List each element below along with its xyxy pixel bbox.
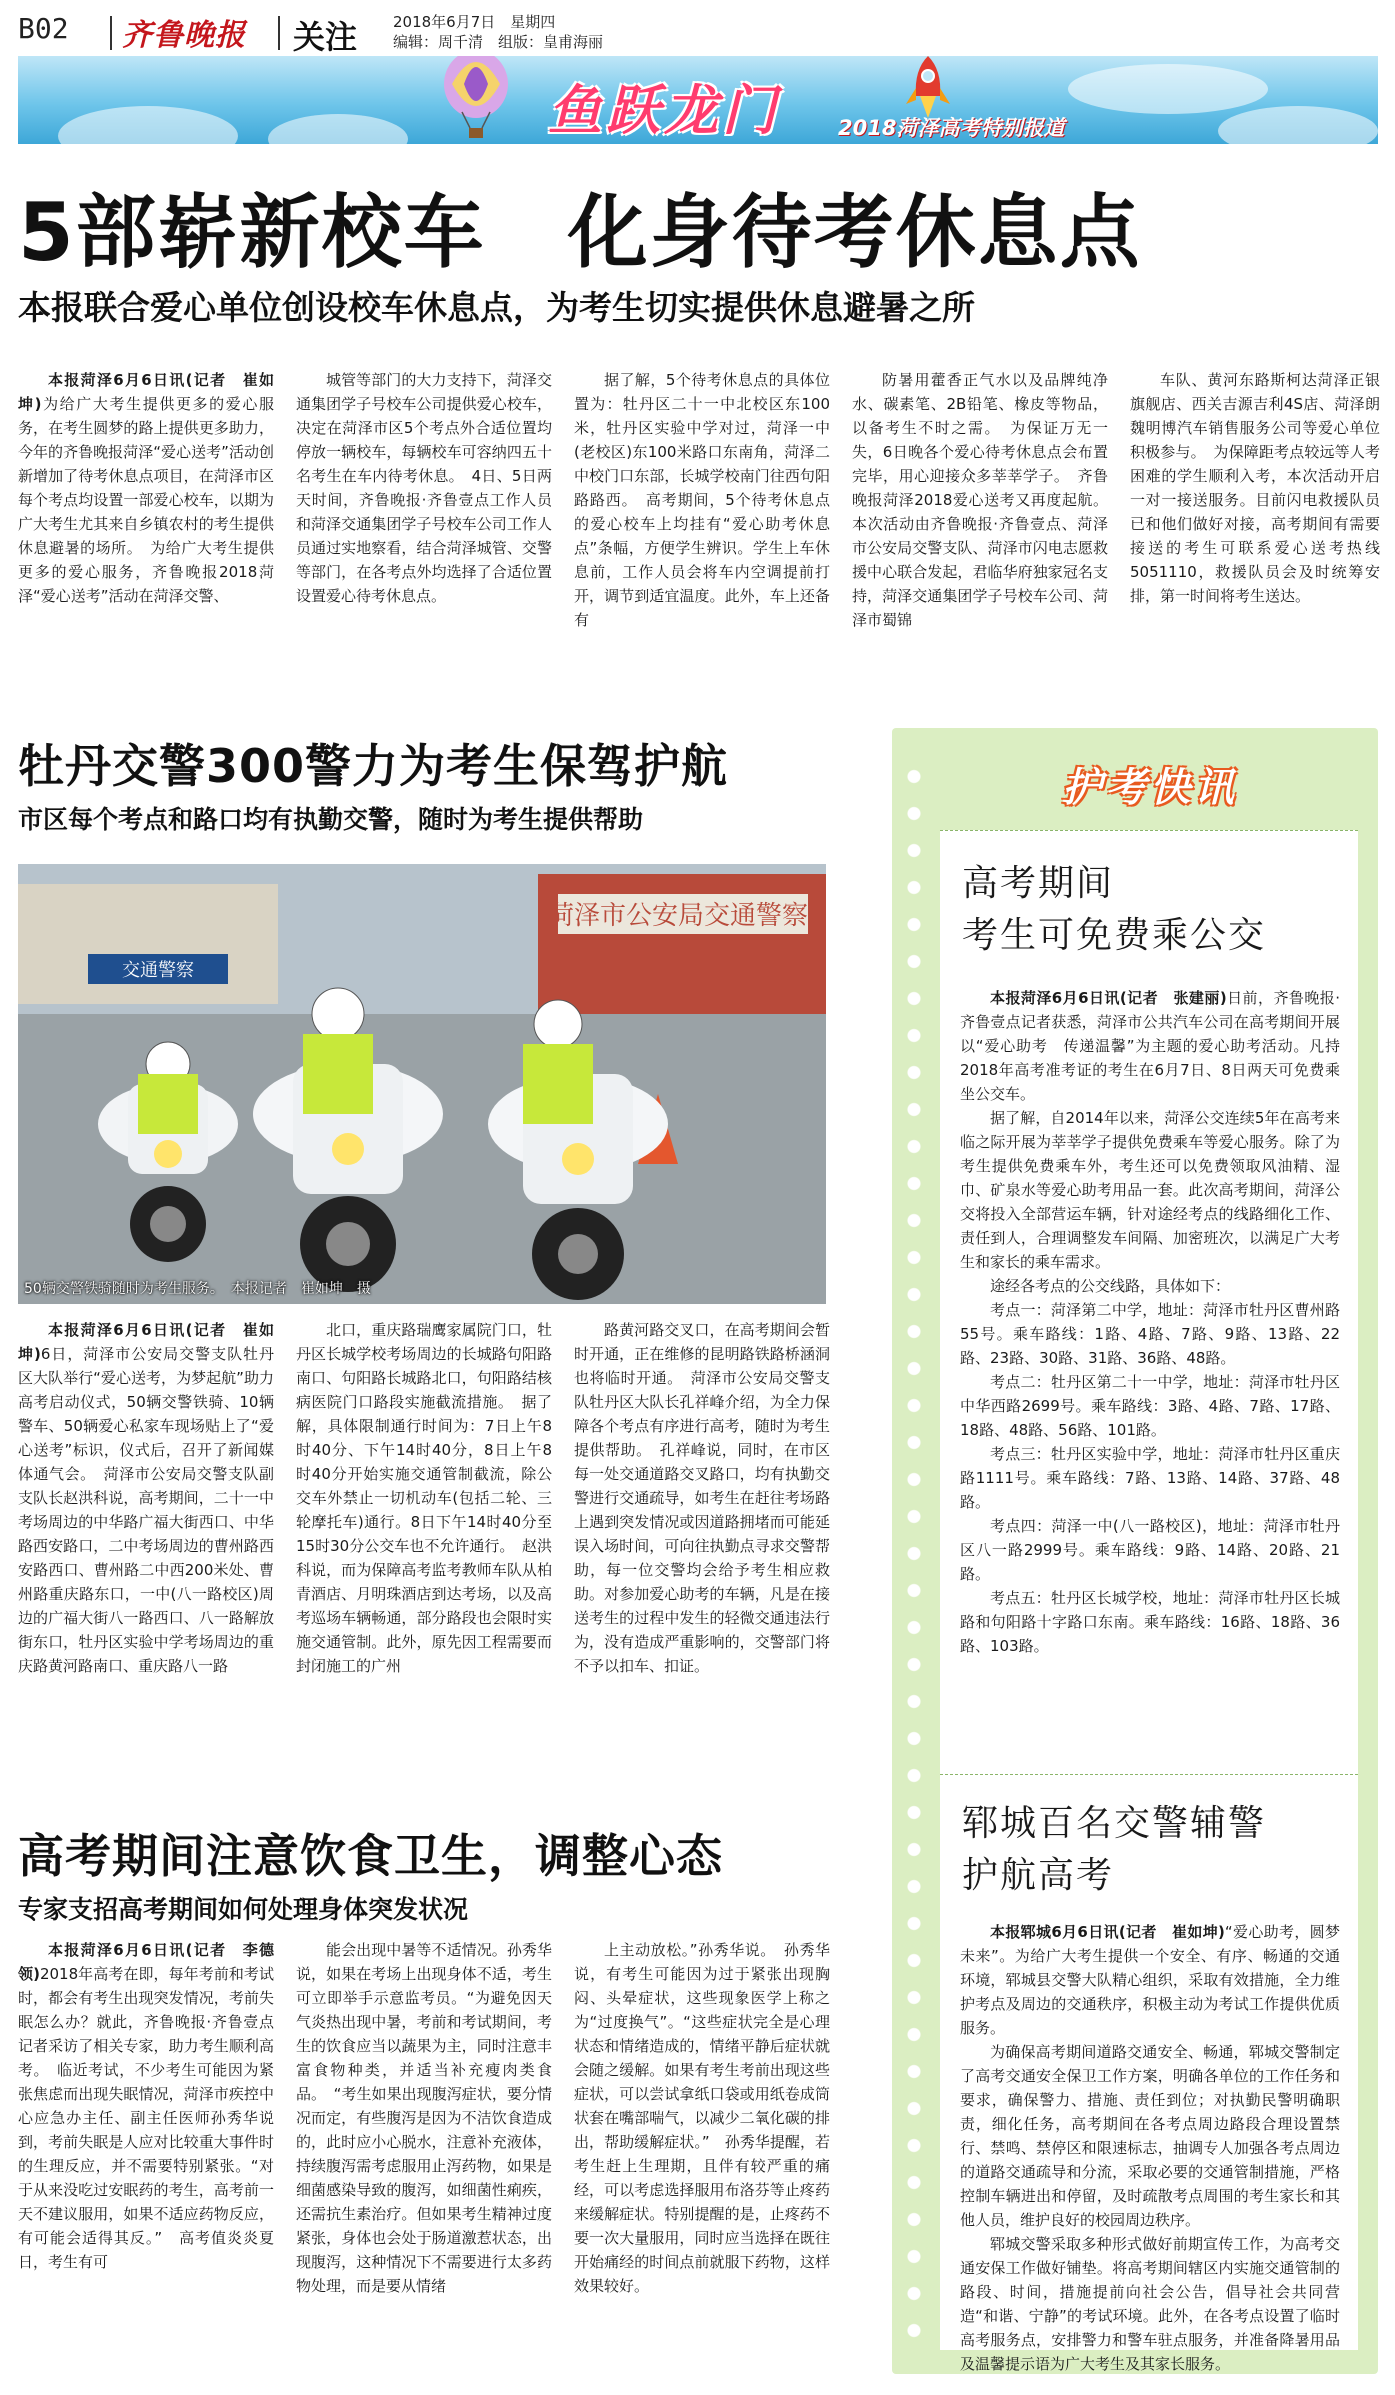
cloud-decoration	[58, 106, 238, 144]
brief2-title-line1: 郓城百名交警辅警	[962, 1803, 1267, 1844]
article1-column	[574, 368, 830, 690]
brief1-body	[960, 986, 1340, 1658]
article1-column	[1130, 368, 1380, 690]
sidebar-header-title: 护考快讯	[1062, 765, 1238, 811]
article1-headline: 5部崭新校车 化身待考休息点	[18, 186, 1142, 279]
photo-caption: 50辆交警铁骑随时为考生服务。 本报记者 崔如坤 摄	[24, 1281, 371, 1297]
article2-body	[18, 1318, 830, 1758]
issue-date: 2018年6月7日 星期四	[393, 13, 556, 31]
article2-column	[574, 1318, 830, 1758]
article2-text: 6日，菏泽市公安局交警支队牡丹区大队举行“爱心送考，为梦起航”助力高考启动仪式，50辆交警铁骑、10辆警车、50辆爱心私家车现场贴上了“爱心送考”标识，仪式后，召开了新闻媒体通气会。 菏泽市公安局交警支队副支队长赵洪科说，高考期间，二十一中考场周边的中华路广福大街西口、中华路西安路口，二中考场周边的曹州路西安路西口、曹州路二中西200米处、曹州路重庆路东口，一中(八一路校区)周边的广福大街八一路西口、八一路解放街东口，牡丹区实验中学考场周边的重庆路黄河路南口、重庆路八一路	[18, 1345, 274, 1675]
brief1-text: 考点五：牡丹区长城学校，地址：菏泽市牡丹区长城路和句阳路十字路口东南。乘车路线：16路、18路、36路、103路。	[960, 1589, 1340, 1655]
brief2-title-line2: 护航高考	[962, 1855, 1115, 1896]
divider	[940, 830, 1358, 831]
brief1-text: 考点四：菏泽一中(八一路校区)，地址：菏泽市牡丹区八一路2999号。乘车路线：9路、14路、20路、21路。	[960, 1517, 1340, 1583]
brief2-text: 郓城交警采取多种形式做好前期宣传工作，为高考交通安保工作做好铺垫。将高考期间辖区内实施交通管制的路段、时间，措施提前向社会公告，倡导社会共同营造“和谐、宁静”的考试环境。此外，在各考点设置了临时高考服务点，安排警力和警车驻点服务，并准备降暑用品及温馨提示语为广大考生及其家长服务。	[960, 2235, 1340, 2373]
article1-subheadline: 本报联合爱心单位创设校车休息点，为考生切实提供休息避暑之所	[18, 288, 975, 327]
sidebar-header	[970, 752, 1330, 810]
article3-column	[574, 1938, 830, 2378]
masthead	[18, 10, 1378, 54]
brief1-text: 日前，齐鲁晚报·齐鲁壹点记者获悉，菏泽市公共汽车公司在高考期间开展以“爱心助考 传递温馨”为主题的爱心助考活动。凡持2018年高考准考证的考生在6月7日、8日两天可免费乘坐公交车。	[960, 989, 1340, 1103]
banner-subtitle: 2018菏泽高考特别报道	[838, 116, 1065, 140]
article1-text: 为给广大考生提供更多的爱心服务，在考生圆梦的路上提供更多助力，今年的齐鲁晚报菏泽“爱心送考”活动创新增加了待考休息点项目，在菏泽市区每个考点均设置一部爱心校车，以期为广大考生尤其来自乡镇农村的考生提供休息避暑的场所。 为给广大考生提供更多的爱心服务，齐鲁晚报2018菏泽“爱心送考”活动在菏泽交警、	[18, 395, 274, 605]
brief1-text: 据了解，自2014年以来，菏泽公交连续5年在高考来临之际开展为莘莘学子提供免费乘车等爱心服务。除了为考生提供免费乘车外，考生还可以免费领取风油精、湿巾、矿泉水等爱心助考用品一套。此次高考期间，菏泽公交将投入全部营运车辆，针对途经考点的线路细化工作、责任到人，合理调整发车间隔、加密班次，以满足广大考生和家长的乘车需求。	[960, 1109, 1340, 1271]
brief2-dateline: 本报郓城6月6日讯(记者 崔如坤)	[990, 1923, 1225, 1941]
news-brief-sidebar	[892, 728, 1378, 2374]
cloud-decoration	[1218, 106, 1378, 144]
brief1-text: 考点一：菏泽第二中学，地址：菏泽市牡丹区曹州路55号。乘车路线：1路、4路、7路、9路、13路、22路、23路、30路、31路、36路、48路。	[960, 1301, 1340, 1367]
section-title: 关注	[293, 18, 358, 56]
cloud-decoration	[268, 114, 408, 144]
article3-text: 能会出现中暑等不适情况。孙秀华说，如果在考场上出现身体不适，考生可立即举手示意监考员。“为避免因天气炎热出现中暑，考前和考试期间，考生的饮食应当以蔬果为主，同时注意丰富食物种类，并适当补充瘦肉类食品。 “考生如果出现腹泻症状，要分情况而定，有些腹泻是因为不洁饮食造成的，此时应小心脱水，注意补充液体，持续腹泻需考虑服用止泻药物，如果是细菌感染导致的腹泻，如细菌性痢疾，还需抗生素治疗。但如果考生精神过度紧张，身体也会处于肠道激惹状态，出现腹泻，这种情况下不需要进行太多药物处理，而是要从情绪	[296, 1941, 552, 2295]
page-number: B02	[18, 12, 69, 45]
article2-column	[18, 1318, 274, 1758]
brief1-title-line2: 考生可免费乘公交	[962, 915, 1267, 956]
brief2-text: 为确保高考期间道路交通安全、畅通，郓城交警制定了高考交通安全保卫工作方案，明确各单位的工作任务和要求，确保警力、措施、责任到位；对执勤民警明确职责，细化任务，高考期间在各考点周边路段合理设置禁行、禁鸣、禁停区和限速标志，抽调专人加强各考点周边的道路交通疏导和分流，采取必要的交通管制措施，严格控制车辆进出和停留，及时疏散考点周围的考生家长和其他人员，维护良好的校园周边秩序。	[960, 2043, 1340, 2229]
brief2-text: “爱心助考，圆梦未来”。为给广大考生提供一个安全、有序、畅通的交通环境，郓城县交警大队精心组织，采取有效措施，全力维护考点及周边的交通秩序，积极主动为考试工作提供优质服务。	[960, 1923, 1340, 2037]
article1-column	[852, 368, 1108, 690]
article3-text: 上主动放松。”孙秀华说。 孙秀华说，有考生可能因为过于紧张出现胸闷、头晕症状，这些现象医学上称之为“过度换气”。“这些症状完全是心理状态和情绪造成的，情绪平静后症状就会随之缓解。如果有考生考前出现这些症状，可以尝试拿纸口袋或用纸卷成筒状套在嘴部喘气，以减少二氧化碳的排出，帮助缓解症状。” 孙秀华提醒，若考生赶上生理期，且伴有较严重的痛经，可以考虑选择服用布洛芬等止疼药来缓解症状。特别提醒的是，止疼药不要一次大量服用，同时应当选择在既往开始痛经的时间点前就服下药物，这样效果较好。	[574, 1941, 830, 2295]
brief2-body	[960, 1920, 1340, 2376]
article3-subheadline: 专家支招高考期间如何处理身体突发状况	[18, 1895, 469, 1924]
article1-dateline: 本报菏泽6月6日讯(记者 崔如坤)	[18, 371, 274, 413]
article1-column	[18, 368, 274, 690]
article3-column	[18, 1938, 274, 2378]
article3-text: 2018年高考在即，每年考前和考试时，都会有考生出现突发情况，考前失眠怎么办？就此，齐鲁晚报·齐鲁壹点记者采访了相关专家，助力考生顺利高考。 临近考试，不少考生可能因为紧张焦虑而出现失眠情况，菏泽市疾控中心应急办主任、副主任医师孙秀华说到，考前失眠是人应对比较重大事件时的生理反应，并不需要特别紧张。“对于从来没吃过安眠药的考生，高考前一天不建议服用，如果不适应药物反应，有可能会适得其反。” 高考值炎炎夏日，考生有可	[18, 1965, 274, 2271]
hot-air-balloon-icon	[438, 56, 514, 142]
editor-credits: 编辑：周千清 组版：皇甫海丽	[393, 33, 604, 51]
newspaper-logo: 齐鲁晚报	[122, 18, 246, 53]
special-report-banner	[18, 56, 1378, 144]
article1-text: 据了解，5个待考休息点的具体位置为：牡丹区二十一中北校区东100米，牡丹区实验中学对过，菏泽一中(老校区)东100米路口东南角，菏泽二中校门口东部，长城学校南门往西句阳路路西。 高考期间，5个待考休息点的爱心校车上均挂有“爱心助考休息点”条幅，方便学生辨识。学生上车休息前，工作人员会将车内空调提前打开，调节到适宜温度。此外，车上还备有	[574, 371, 830, 629]
brief1-text: 途经各考点的公交线路，具体如下：	[990, 1277, 1231, 1295]
article2-subheadline: 市区每个考点和路口均有执勤交警，随时为考生提供帮助	[18, 805, 644, 834]
brief1-title-line1: 高考期间	[962, 863, 1115, 904]
article1-body	[18, 368, 1380, 690]
article2-text: 北口，重庆路瑞鹰家属院门口，牡丹区长城学校考场周边的长城路句阳路南口、句阳路长城路北口，句阳路结核病医院门口路段实施截流措施。 据了解，具体限制通行时间为：7日上午8时40分、下午14时40分，8日上午8时40分开始实施交通管制截流，除公交车外禁止一切机动车(包括二轮、三轮摩托车)通行。8日下午14时40分至15时30分公交车也不允许通行。 赵洪科说，而为保障高考监考教师车队从柏青酒店、月明珠酒店到达考场，以及高考巡场车辆畅通，部分路段也会限时实施交通管制。此外，原先因工程需要而封闭施工的广州	[296, 1321, 552, 1675]
article3-body	[18, 1938, 830, 2378]
sidebar-content	[940, 830, 1358, 2373]
masthead-divider	[278, 16, 280, 50]
cloud-decoration	[1068, 64, 1268, 114]
article2-column	[296, 1318, 552, 1758]
article2-dateline: 本报菏泽6月6日讯(记者 崔如坤)	[18, 1321, 274, 1363]
brief1-text: 考点三：牡丹区实验中学，地址：菏泽市牡丹区重庆路1111号。乘车路线：7路、13路、14路、37路、48路。	[960, 1445, 1340, 1511]
article3-headline: 高考期间注意饮食卫生，调整心态	[18, 1829, 723, 1883]
binder-holes-decoration	[906, 758, 922, 2358]
article1-text: 城管等部门的大力支持下，菏泽交通集团学子号校车公司提供爱心校车，决定在菏泽市区5个考点外合适位置均停放一辆校车，每辆校车可容纳四五十名考生在车内待考休息。 4日、5日两天时间，齐鲁晚报·齐鲁壹点工作人员和菏泽交通集团学子号校车公司工作人员通过实地察看，结合菏泽城管、交警等部门，在各考点外均选择了合适位置设置爱心待考休息点。	[296, 371, 552, 605]
article2-text: 路黄河路交叉口，在高考期间会暂时开通，正在维修的昆明路铁路桥涵洞也将临时开通。 菏泽市公安局交警支队牡丹区大队长孔祥峰介绍，为全力保障各个考点有序进行高考，随时为考生提供帮助。 孔祥峰说，同时，在市区每一处交通道路交叉路口，均有执勤交警进行交通疏导，如考生在赶往考场路上遇到突发情况或因道路拥堵而可能延误入场时间，可向往执勤点寻求交警帮助，每一位交警均会给予考生相应救助。对参加爱心助考的车辆，凡是在接送考生的过程中发生的轻微交通违法行为，没有造成严重影响的，交警部门将不予以扣车、扣证。	[574, 1321, 830, 1675]
article1-column	[296, 368, 552, 690]
divider	[940, 1774, 1358, 1775]
building-sign: 菏泽市公安局交通警察	[547, 901, 809, 931]
booth-sign: 交通警察	[122, 960, 194, 981]
article1-text: 防暑用藿香正气水以及品牌纯净水、碳素笔、2B铅笔、橡皮等物品，以备考生不时之需。 为保证万无一失，6日晚各个爱心待考休息点会布置完毕，用心迎接众多莘莘学子。 齐鲁晚报菏泽2018爱心送考又再度起航。本次活动由齐鲁晚报·齐鲁壹点、菏泽市公安局交警支队、菏泽市闪电志愿救援中心联合发起，君临华府独家冠名支持，菏泽交通集团学子号校车公司、菏泽市蜀锦	[852, 371, 1108, 629]
motorcycle-police-image	[18, 864, 826, 1304]
brief1-dateline: 本报菏泽6月6日讯(记者 张建丽)	[990, 989, 1227, 1007]
article3-column	[296, 1938, 552, 2378]
traffic-police-photo	[18, 864, 826, 1304]
article1-text: 车队、黄河东路斯柯达菏泽正银旗舰店、西关吉源吉利4S店、菏泽朗魏明博汽车销售服务公司等爱心单位积极参与。 为保障距考点较远等人考困难的学生顺利入考，本次活动开启一对一接送服务。目前闪电救援队员已和他们做好对接，高考期间有需要接送的考生可联系爱心送考热线5051110，救援队员会及时统筹安排，第一时间将考生送达。	[1130, 371, 1380, 605]
brief1-text: 考点二：牡丹区第二十一中学，地址：菏泽市牡丹区中华西路2699号。乘车路线：3路、4路、7路、17路、18路、48路、56路、101路。	[960, 1373, 1340, 1439]
masthead-divider	[110, 16, 112, 50]
banner-title: 鱼跃龙门	[548, 79, 780, 142]
article3-dateline: 本报菏泽6月6日讯(记者 李德领)	[18, 1941, 274, 1983]
article2-headline: 牡丹交警300警力为考生保驾护航	[18, 739, 729, 793]
